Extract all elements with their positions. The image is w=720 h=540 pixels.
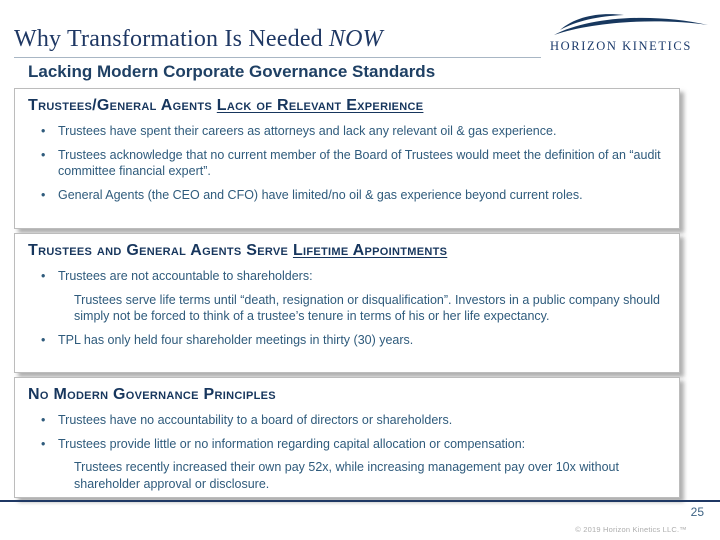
section-heading-text: No Modern Governance Principles	[28, 386, 276, 403]
page-title	[14, 26, 544, 53]
section-card	[14, 88, 680, 229]
sections	[14, 88, 682, 500]
section-card	[14, 233, 680, 373]
sub-item: Trustees serve life terms until “death, resignation or disqualification”. Investors in a public company should simply not be forced to think of a trustee’s tenure in terms of his or her life expectancy.	[74, 292, 660, 323]
copyright-notice: © 2019 Horizon Kinetics LLC.™	[575, 525, 687, 534]
bullet-item: • Trustees provide little or no information regarding capital allocation or compensation:	[28, 436, 666, 453]
swoosh-icon	[550, 8, 710, 38]
title-divider	[14, 57, 541, 58]
page-title-emphasis: NOW	[328, 26, 383, 52]
bullet-item: • General Agents (the CEO and CFO) have limited/no oil & gas experience beyond current roles.	[28, 187, 666, 204]
section-card	[14, 377, 680, 498]
page-title-text: Why Transformation Is Needed	[14, 26, 323, 52]
subtitle: Lacking Modern Corporate Governance Standards	[28, 62, 436, 81]
bullet-item: • Trustees have spent their careers as attorneys and lack any relevant oil & gas experience.	[28, 123, 666, 140]
logo-wordmark: HORIZON KINETICS	[550, 39, 692, 53]
section-heading-text: Trustees and General Agents Serve	[28, 242, 293, 259]
bullet-item: • Trustees have no accountability to a board of directors or shareholders.	[28, 412, 666, 429]
bullet-item: • Trustees acknowledge that no current member of the Board of Trustees would meet the definition of an “audit committee financial expert”.	[28, 147, 666, 180]
section-heading-underlined: Lack of Relevant Experience	[216, 97, 424, 114]
section-heading	[28, 97, 666, 115]
bullet-item: • TPL has only held four shareholder meetings in thirty (30) years.	[28, 332, 666, 349]
footer-divider	[0, 500, 720, 502]
horizon-kinetics-logo	[550, 8, 710, 54]
bullet-item: • Trustees are not accountable to shareholders:	[28, 268, 666, 285]
sub-item: Trustees recently increased their own pay 52x, while increasing management pay over 10x without shareholder approval or disclosure.	[74, 460, 619, 491]
section-heading	[28, 242, 666, 260]
section-heading-text: Trustees/General Agents	[28, 97, 217, 114]
section-heading	[28, 386, 666, 404]
section-heading-underlined: Lifetime Appointments	[292, 242, 448, 259]
page-number: 25	[690, 505, 704, 519]
